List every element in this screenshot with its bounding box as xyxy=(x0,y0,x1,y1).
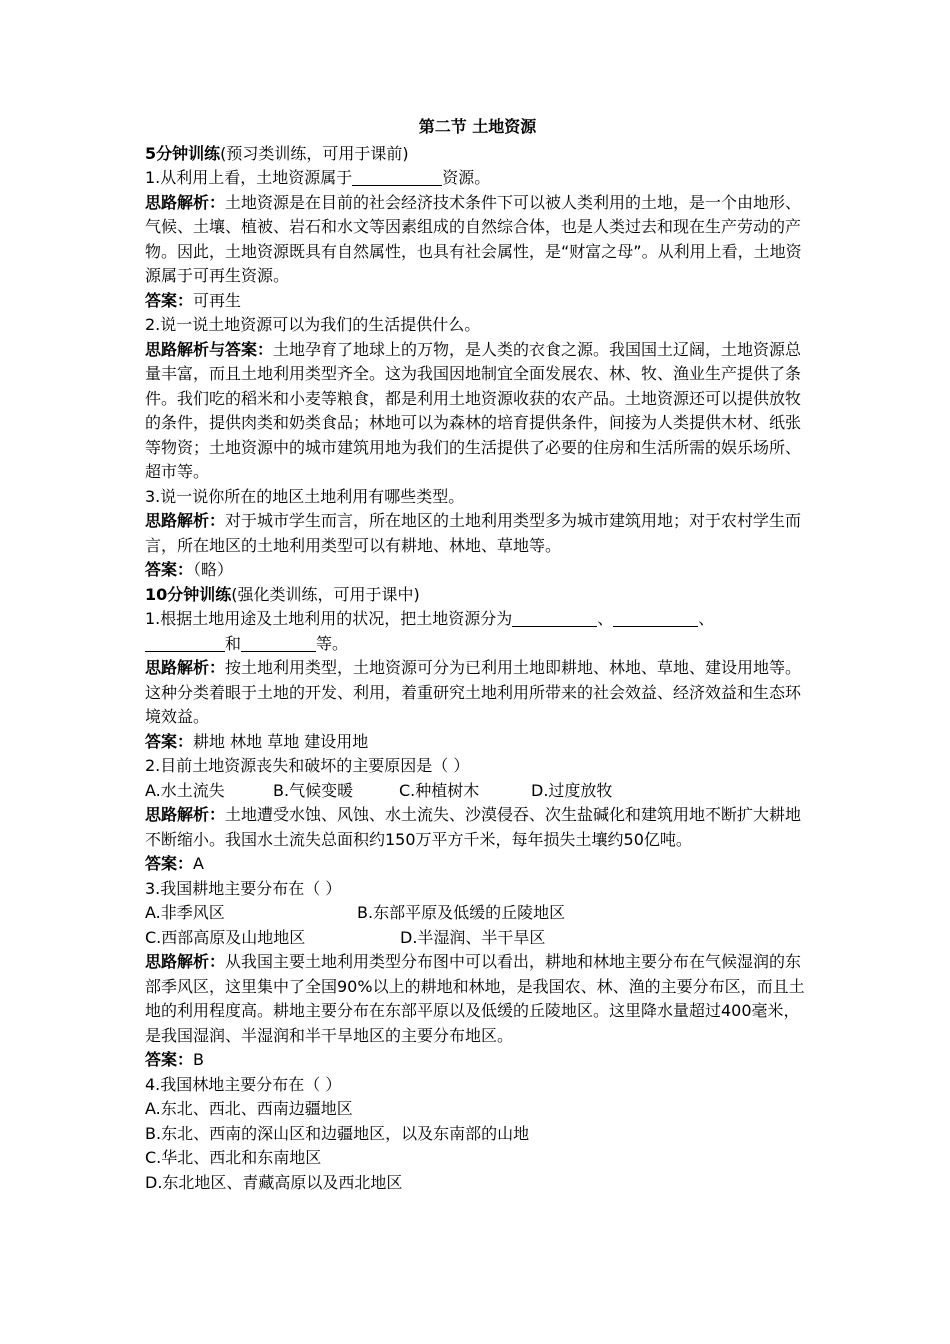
question-4 xyxy=(145,607,810,656)
option-d: D.过度放牧 xyxy=(531,780,613,800)
separator: 和 xyxy=(225,633,242,653)
option-a: A.东北、西北、西南边疆地区 xyxy=(145,1099,353,1118)
analysis-text: 土地资源是在目前的社会经济技术条件下可以被人类利用的土地，是一个由地形、气候、土壤、植被、岩石和水文等因素组成的自然综合体，也是人类过去和现在生产劳动的产物。因此，土地资源既具有自然属性，也具有社会属性，是“财富之母”。从利用上看，土地资源属于可再生资源。 xyxy=(145,192,802,285)
analysis-4 xyxy=(145,656,810,730)
answer-blank xyxy=(512,610,597,627)
question-text: 1.从利用上看，土地资源属于 xyxy=(145,168,353,187)
answer-text: 可再生 xyxy=(193,290,242,310)
analysis-3 xyxy=(145,509,810,558)
answer-6 xyxy=(145,1048,810,1073)
analysis-label: 思路解析与答案： xyxy=(145,339,274,359)
option-a: A.水土流失 xyxy=(145,780,225,800)
option-c: C.西部高原及山地地区 xyxy=(145,927,306,947)
analysis-label: 思路解析： xyxy=(145,805,226,824)
section-heading-bold: 10分钟训练 xyxy=(145,584,232,604)
analysis-label: 思路解析： xyxy=(145,952,226,971)
answer-text: A xyxy=(193,854,204,873)
page-title: 第二节 土地资源 xyxy=(418,117,537,136)
answer-blank xyxy=(241,635,316,652)
answer-1 xyxy=(145,289,810,314)
option-b: B.气候变暖 xyxy=(273,780,354,800)
question-7: 4.我国林地主要分布在（ ） xyxy=(145,1074,342,1094)
analysis-text: 对于城市学生而言，所在地区的土地利用类型多为城市建筑用地；对于农村学生而言，所在地区的土地利用类型可以有耕地、林地、草地等。 xyxy=(145,511,802,555)
question-1 xyxy=(145,166,810,191)
answer-5 xyxy=(145,852,810,877)
question-text: 1.根据土地用途及土地利用的状况，把土地资源分为 xyxy=(145,609,513,628)
options-6-row2 xyxy=(145,926,810,951)
question-text-end: 资源。 xyxy=(442,168,491,187)
question-6: 3.我国耕地主要分布在（ ） xyxy=(145,878,342,898)
section-heading-note: (强化类训练，可用于课中) xyxy=(231,584,420,604)
answer-label: 答案： xyxy=(145,854,194,873)
answer-blank xyxy=(145,635,225,652)
options-6-row1 xyxy=(145,901,810,926)
answer-4 xyxy=(145,730,810,755)
question-2: 2.说一说土地资源可以为我们的生活提供什么。 xyxy=(145,315,481,334)
option-c: C.华北、西北和东南地区 xyxy=(145,1148,322,1167)
answer-3 xyxy=(145,558,810,583)
analysis-text: 从我国主要土地利用类型分布图中可以看出，耕地和林地主要分布在气候湿润的东部季风区，这里集中了全国90%以上的耕地和林地，是我国农、林、渔的主要分布区，而且土地的利用程度高。耕地主要分布在东部平原以及低缓的丘陵地区。这里降水量超过400毫米，是我国湿润、半湿润和半干旱地区的主要分布地区。 xyxy=(145,952,805,1045)
question-5: 2.目前土地资源丧失和破坏的主要原因是（ ） xyxy=(145,756,470,775)
answer-text: （略） xyxy=(193,560,234,579)
section-heading-10min xyxy=(145,583,810,608)
option-c: C.种植树木 xyxy=(399,780,480,800)
section-heading-5min xyxy=(145,142,810,167)
analysis-label: 思路解析： xyxy=(145,511,226,530)
option-b: B.东北、西南的深山区和边疆地区，以及东南部的山地 xyxy=(145,1123,530,1143)
option-d: D.东北地区、青藏高原以及西北地区 xyxy=(145,1172,403,1192)
document-content xyxy=(145,115,810,1195)
answer-label: 答案： xyxy=(145,560,194,579)
analysis-5 xyxy=(145,803,810,852)
analysis-label: 思路解析： xyxy=(145,658,226,677)
options-5 xyxy=(145,779,810,804)
analysis-label: 思路解析： xyxy=(145,192,226,212)
analysis-text: 按土地利用类型，土地资源可分为已利用土地即耕地、林地、草地、建设用地等。这种分类着眼于土地的开发、利用，着重研究土地利用所带来的社会效益、经济效益和生态环境效益。 xyxy=(145,658,802,726)
separator: 、 xyxy=(698,609,715,628)
question-text-end: 等。 xyxy=(316,633,349,653)
analysis-text: 土地孕育了地球上的万物，是人类的衣食之源。我国国土辽阔，土地资源总量丰富，而且土地利用类型齐全。这为我国因地制宜全面发展农、林、牧、渔业生产提供了条件。我们吃的稻米和小麦等粮食，都是利用土地资源收获的农产品。土地资源还可以提供放牧的条件，提供肉类和奶类食品；林地可以为森林的培育提供条件，间接为人类提供木材、纸张等物资；土地资源中的城市建筑用地为我们的生活提供了必要的住房和生活所需的娱乐场所、超市等。 xyxy=(145,339,802,481)
analysis-1 xyxy=(145,191,810,289)
analysis-text: 土地遭受水蚀、风蚀、水土流失、沙漠侵吞、次生盐碱化和建筑用地不断扩大耕地不断缩小。我国水土流失总面积约150万平方千米，每年损失土壤约50亿吨。 xyxy=(145,805,802,849)
section-heading-bold: 5分钟训练 xyxy=(145,143,221,163)
section-heading-note: (预习类训练，可用于课前) xyxy=(220,143,409,163)
answer-blank xyxy=(613,610,698,627)
option-d: D.半湿润、半干旱区 xyxy=(400,927,546,947)
answer-label: 答案： xyxy=(145,1050,194,1069)
answer-text: B xyxy=(193,1050,204,1069)
analysis-2 xyxy=(145,338,810,485)
option-b: B.东部平原及低缓的丘陵地区 xyxy=(357,903,566,922)
analysis-6 xyxy=(145,950,810,1048)
answer-label: 答案： xyxy=(145,290,194,310)
answer-blank xyxy=(352,169,442,186)
question-3: 3.说一说你所在的地区土地利用有哪些类型。 xyxy=(145,486,465,506)
option-a: A.非季风区 xyxy=(145,903,225,922)
separator: 、 xyxy=(597,609,614,628)
answer-label: 答案： xyxy=(145,731,194,751)
answer-text: 耕地 林地 草地 建设用地 xyxy=(193,731,369,751)
